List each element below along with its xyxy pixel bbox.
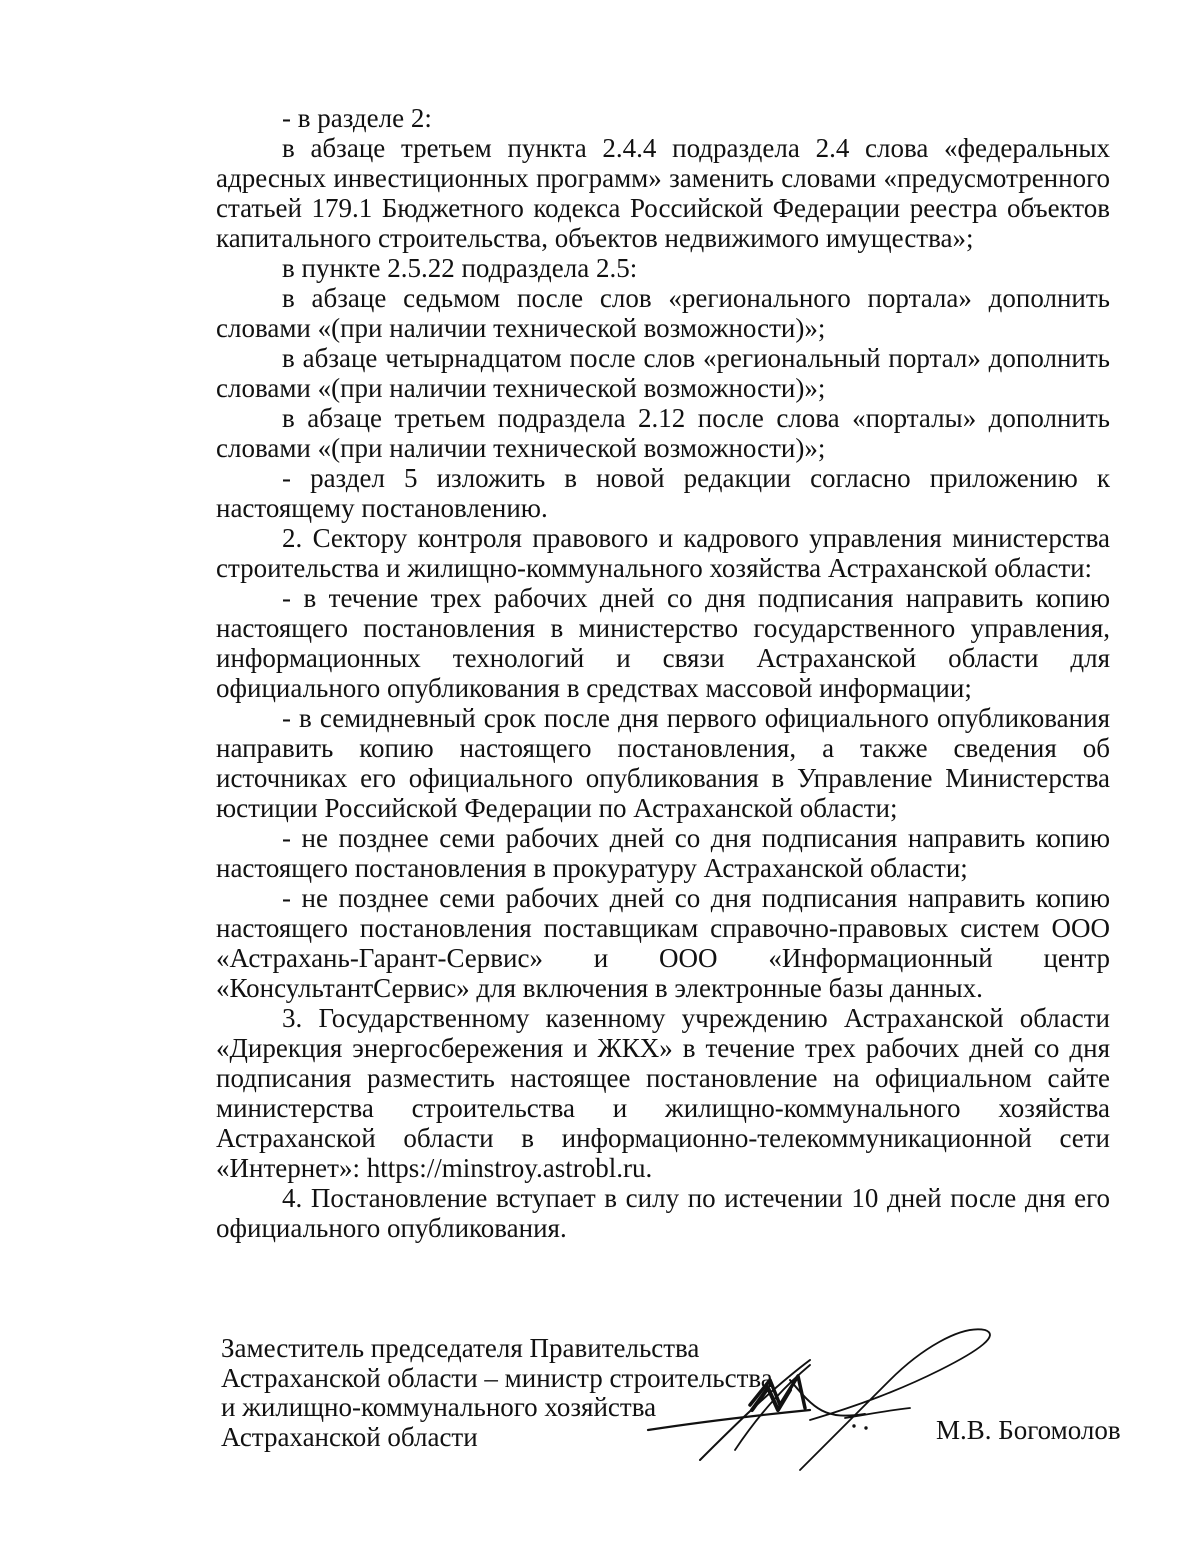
paragraph-item-2: 2. Сектору контроля правового и кадрового управления министерства строительства и жилищно-коммунального хозяйства Астраханской области: [216,523,1110,583]
paragraph-section-5-new: - раздел 5 изложить в новой редакции согласно приложению к настоящему постановлению. [216,463,1110,523]
paragraph-section-2-intro: - в разделе 2: [282,103,432,133]
paragraph-2-12-amendment: в абзаце третьем подраздела 2.12 после слова «порталы» дополнить словами «(при наличии технической возможности)»; [216,403,1110,463]
paragraph-2-5-22-intro: в пункте 2.5.22 подраздела 2.5: [282,253,638,283]
paragraph-item-2-copy-legal-systems: - не позднее семи рабочих дней со дня подписания направить копию настоящего постановления поставщикам справочно-правовых систем ООО «Астрахань-Гарант-Сервис» и ООО «Информационный центр «КонсультантСервис» для включения в электронные базы данных. [216,883,1110,1003]
paragraph-item-3: 3. Государственному казенному учреждению Астраханской области «Дирекция энергосбережения и ЖКХ» в течение трех рабочих дней со дня подписания разместить настоящее постановление на официальном сайте министерства строительства и жилищно-коммунального хозяйства Астраханской области в информационно-телекоммуникационной сети «Интернет»: https://minstroy.astrobl.ru. [216,1003,1110,1183]
paragraph-item-2-copy-prosecutor: - не позднее семи рабочих дней со дня подписания направить копию настоящего постановления в прокуратуру Астраханской области; [216,823,1110,883]
paragraph-seventh-abzac: в абзаце седьмом после слов «регионального портала» дополнить словами «(при наличии технической возможности)»; [216,283,1110,343]
signatory-position-line: Астраханской области – министр строительства [221,1362,773,1393]
document-body [216,103,1110,1243]
paragraph-item-2-copy-ministry: - в течение трех рабочих дней со дня подписания направить копию настоящего постановления в министерство государственного управления, информационных технологий и связи Астраханской области для официального опубликования в средствах массовой информации; [216,583,1110,703]
paragraph-fourteenth-abzac: в абзаце четырнадцатом после слов «региональный портал» дополнить словами «(при наличии технической возможности)»; [216,343,1110,403]
signatory-position-line: Заместитель председателя Правительства [221,1333,700,1363]
paragraph-2-4-4-amendment: в абзаце третьем пункта 2.4.4 подраздела 2.4 слова «федеральных адресных инвестиционных программ» заменить словами «предусмотренного статьей 179.1 Бюджетного кодекса Российской Федерации реестра объектов капитального строительства, объектов недвижимого имущества»; [216,133,1110,253]
signatory-name: М.В. Богомолов [936,1415,1121,1445]
signatory-position-line: и жилищно-коммунального хозяйства [221,1392,657,1422]
handwritten-signature [640,1310,1000,1480]
signatory-position-line: Астраханской области [221,1421,478,1452]
paragraph-item-2-copy-justice: - в семидневный срок после дня первого официального опубликования направить копию настоящего постановления, а также сведения об источниках его официального опубликования в Управление Министерства юстиции Российской Федерации по Астраханской области; [216,703,1110,823]
paragraph-item-4: 4. Постановление вступает в силу по истечении 10 дней после дня его официального опубликования. [216,1183,1110,1243]
